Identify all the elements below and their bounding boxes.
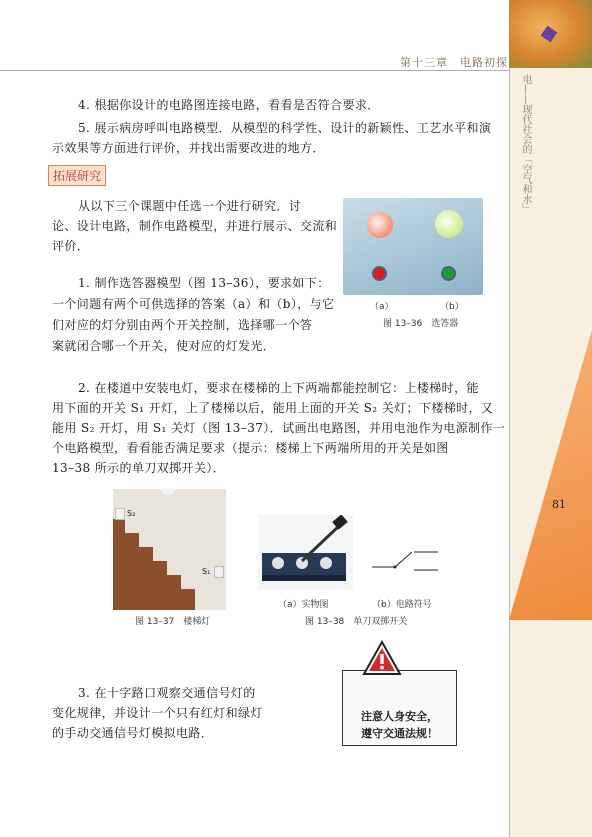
topic-2-line-3: 能用 S₂ 开灯，用 S₁ 关灯（图 13–37）．试画出电路图，并用电池作为电源制作一: [52, 421, 506, 435]
topic-3-line-3: 的手动交通信号灯模拟电路．: [52, 726, 214, 740]
red-button: [374, 268, 385, 279]
chapter-title: 第十三章 电路初探: [400, 56, 508, 69]
staircase-icon: [113, 489, 226, 610]
topic-2-line-5: 13–38 所示的单刀双掷开关）．: [52, 461, 226, 475]
switch-s2: [115, 508, 125, 520]
page-number: 81: [552, 498, 566, 511]
switch-s1-label: S₁: [202, 567, 211, 576]
fig37-caption: 图 13–37 楼梯灯: [135, 617, 211, 627]
switch-s1: [214, 566, 224, 578]
topic-3-line-2: 变化规律，并设计一个只有红灯和绿灯: [52, 706, 263, 720]
switch-s2-label: S₂: [127, 509, 136, 518]
warning-line-1: 注意人身安全，: [361, 710, 438, 723]
section-tag: 拓展研究: [48, 165, 106, 186]
margin-divider: [509, 0, 510, 837]
safety-warning-text: [342, 708, 457, 742]
header-rule: [0, 70, 509, 71]
topic-1-line-3: 们对应的灯分别由两个开关控制，选择哪一个答: [52, 318, 313, 332]
topic-2-line-1: 2. 在楼道中安装电灯，要求在楼梯的上下两端都能控制它：上楼梯时，能: [78, 381, 479, 395]
answer-selector-figure: [343, 198, 483, 295]
green-button: [443, 268, 454, 279]
fig38-label-a: （a）实物图: [278, 600, 329, 610]
item-4: 4. 根据你设计的电路图连接电路，看看是否符合要求．: [78, 98, 380, 112]
spdt-switch-symbol: [372, 540, 438, 580]
topic-3-line-1: 3. 在十字路口观察交通信号灯的: [78, 686, 256, 700]
warning-triangle-icon: [362, 640, 402, 676]
red-bulb: [367, 212, 393, 238]
stair-lamp-figure: [113, 489, 226, 610]
item-5-line-1: 5. 展示病房呼叫电路模型．从模型的科学性、设计的新颖性、工艺水平和演: [78, 121, 492, 135]
topic-1-line-1: 1. 制作选答器模型（图 13–36），要求如下：: [78, 276, 330, 290]
fig36-label-b: （b）: [440, 302, 464, 312]
side-theme-text: 电——现代社会的「空气和水」: [520, 74, 531, 214]
warning-line-2: 遵守交通法规！: [361, 727, 438, 740]
topic-1-line-4: 案就闭合哪一个开关，使对应的灯发光．: [52, 339, 276, 353]
fig36-caption: 图 13–36 选答器: [383, 319, 459, 329]
fig38-caption: 图 13–38 单刀双掷开关: [305, 617, 408, 627]
fig38-label-b: （b）电路符号: [372, 600, 432, 610]
intro-line-2: 论、设计电路，制作电路模型，并进行展示、交流和: [52, 219, 338, 233]
fig36-label-a: （a）: [370, 302, 394, 312]
topic-2-line-4: 个电路模型，看看能否满足要求（提示：楼梯上下两端所用的开关是如图: [52, 441, 449, 455]
intro-line-3: 评价．: [52, 239, 90, 253]
green-bulb: [435, 210, 463, 238]
topic-1-line-2: 一个问题有两个可供选择的答案（a）和（b），与它: [52, 297, 335, 311]
intro-line-1: 从以下三个课题中任选一个进行研究．讨: [78, 199, 302, 213]
spdt-switch-photo: [258, 515, 353, 590]
chapter-photo: [509, 0, 592, 68]
item-5-line-2: 示效果等方面进行评价，并找出需要改进的地方．: [52, 141, 325, 155]
topic-2-line-2: 用下面的开关 S₁ 开灯，上了楼梯以后，能用上面的开关 S₂ 关灯；下楼梯时，又: [52, 401, 494, 415]
